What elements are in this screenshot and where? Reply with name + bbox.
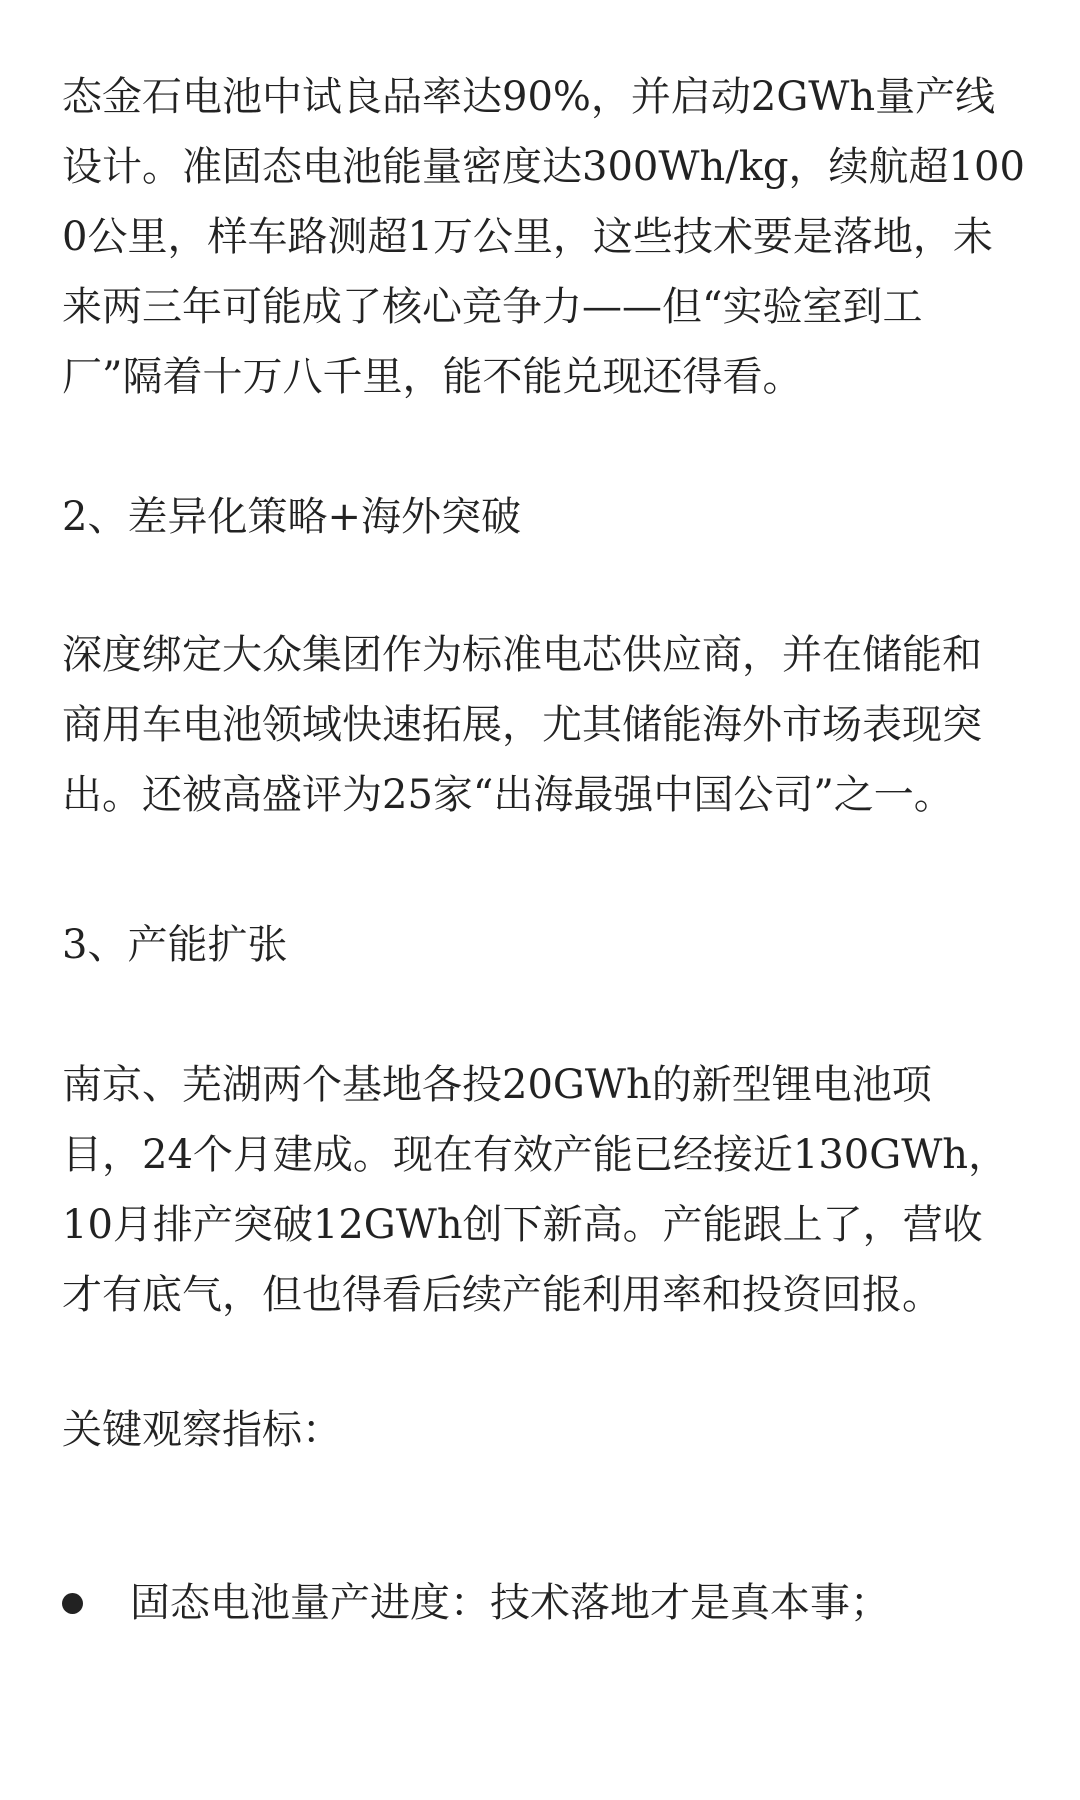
bullet-icon [62,1593,83,1614]
observation-heading [62,1395,342,1465]
paragraph-line: 深度绑定大众集团作为标准电芯供应商，并在储能和 [62,632,982,678]
paragraph-line: 出。还被高盛评为25家“出海最强中国公司”之一。 [62,772,954,818]
paragraph-line: 态金石电池中试良品率达90%，并启动2GWh量产线 [62,74,996,120]
section-heading: 2、差异化策略+海外突破 [62,494,521,540]
paragraph-line: 设计。准固态电池能量密度达300Wh/kg，续航超100 [62,144,1025,190]
section-heading: 3、产能扩张 [62,922,288,968]
list-item-text: 固态电池量产进度：技术落地才是真本事； [130,1580,890,1626]
section-heading-capacity [62,910,287,980]
paragraph-capacity [62,1050,1008,1330]
paragraph-solid-state [62,62,1025,412]
paragraph-line: 10月排产突破12GWh创下新高。产能跟上了，营收 [62,1202,983,1248]
paragraph-line: 0公里，样车路测超1万公里，这些技术要是落地，未 [62,214,993,260]
paragraph-line: 目，24个月建成。现在有效产能已经接近130GWh， [62,1132,1009,1178]
section-heading: 关键观察指标： [62,1407,342,1453]
paragraph-line: 来两三年可能成了核心竞争力——但“实验室到工 [62,284,923,330]
paragraph-line: 南京、芜湖两个基地各投20GWh的新型锂电池项 [62,1062,932,1108]
paragraph-strategy [62,620,982,830]
paragraph-line: 商用车电池领域快速拓展，尤其储能海外市场表现突 [62,702,982,748]
paragraph-line: 厂”隔着十万八千里，能不能兑现还得看。 [62,354,803,400]
section-heading-strategy [62,482,521,552]
paragraph-line: 才有底气，但也得看后续产能利用率和投资回报。 [62,1272,942,1318]
